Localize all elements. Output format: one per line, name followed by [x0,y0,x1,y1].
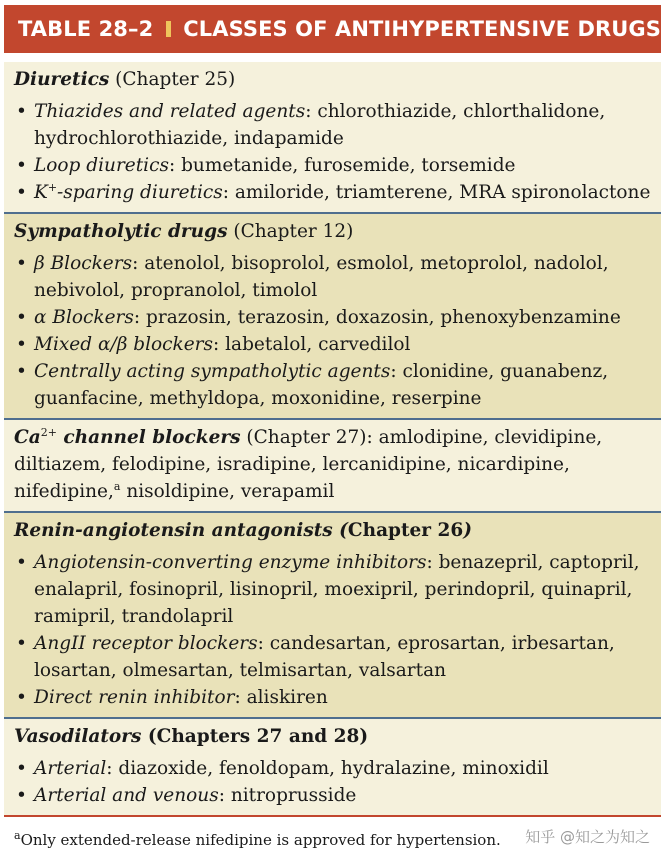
bullet-icon: • [16,758,27,779]
list-item: • AngII receptor blockers: candesartan, eprosartan, irbesartan, losartan, olmesartan, telmisartan, valsartan [14,630,651,684]
list-item: • Loop diuretics: bumetanide, furosemide, torsemide [14,152,651,179]
list-item: • K+-sparing diuretics: amiloride, triamterene, MRA spironolactone [14,179,651,206]
section-calcium-channel-blockers [4,420,661,513]
list-item: • Direct renin inhibitor: aliskiren [14,684,651,711]
bullet-icon: • [16,182,27,203]
section-heading: Diuretics (Chapter 25) [14,69,236,90]
drug-classes-table [4,62,661,817]
bullet-icon: • [16,307,27,328]
drug-list [14,549,651,711]
list-item: • Centrally acting sympatholytic agents: clonidine, guanabenz, guanfacine, methyldopa, moxonidine, reserpine [14,358,651,412]
bullet-icon: • [16,101,27,122]
drug-list [14,755,651,809]
list-item: • α Blockers: prazosin, terazosin, doxazosin, phenoxybenzamine [14,304,651,331]
section-renin-angiotensin [4,513,661,719]
table-title-bar [4,5,661,53]
bullet-icon: • [16,687,27,708]
list-item: • Arterial and venous: nitroprusside [14,782,651,809]
bullet-icon: • [16,785,27,806]
section-sympatholytic [4,214,661,420]
bullet-icon: • [16,552,27,573]
bullet-icon: • [16,361,27,382]
section-heading: Sympatholytic drugs (Chapter 12) [14,221,354,242]
list-item: • Mixed α/β blockers: labetalol, carvedilol [14,331,651,358]
watermark: 知乎 @知之为知之 [525,828,650,846]
list-item: • β Blockers: atenolol, bisoprolol, esmolol, metoprolol, nadolol, nebivolol, propranolol, timolol [14,250,651,304]
table-title: CLASSES OF ANTIHYPERTENSIVE DRUGS [183,17,661,41]
footnote-mark: a [14,829,21,842]
bullet-icon: • [16,334,27,355]
title-square-icon [166,21,171,37]
table-number: TABLE 28–2 [18,17,154,41]
section-paragraph: $Ca^{2+}$ channel blockers (Chapter 27): amlodipine, clevidipine, diltiazem, felodipine, isradipine, lercanidipine, nicardipine, nifedipine,$^a$ nisoldipine, verapamil [14,425,603,502]
bullet-icon: • [16,253,27,274]
section-diuretics [4,62,661,214]
drug-list [14,98,651,206]
bullet-icon: • [16,633,27,654]
list-item: • Thiazides and related agents: chlorothiazide, chlorthalidone, hydrochlorothiazide, indapamide [14,98,651,152]
drug-list [14,250,651,412]
list-item: • Angiotensin-converting enzyme inhibitors: benazepril, captopril, enalapril, fosinopril, lisinopril, moexipril, perindopril, quinapril, ramipril, trandolapril [14,549,651,630]
footnote: $^a$Only extended-release nifedipine is approved for hypertension. [14,829,501,849]
section-heading: Renin-angiotensin antagonists (Chapter 26) [14,520,473,541]
bullet-icon: • [16,155,27,176]
section-heading: Vasodilators (Chapters 27 and 28) [14,726,369,747]
section-vasodilators [4,719,661,817]
list-item: • Arterial: diazoxide, fenoldopam, hydralazine, minoxidil [14,755,651,782]
footnote-mark: a [113,479,121,493]
